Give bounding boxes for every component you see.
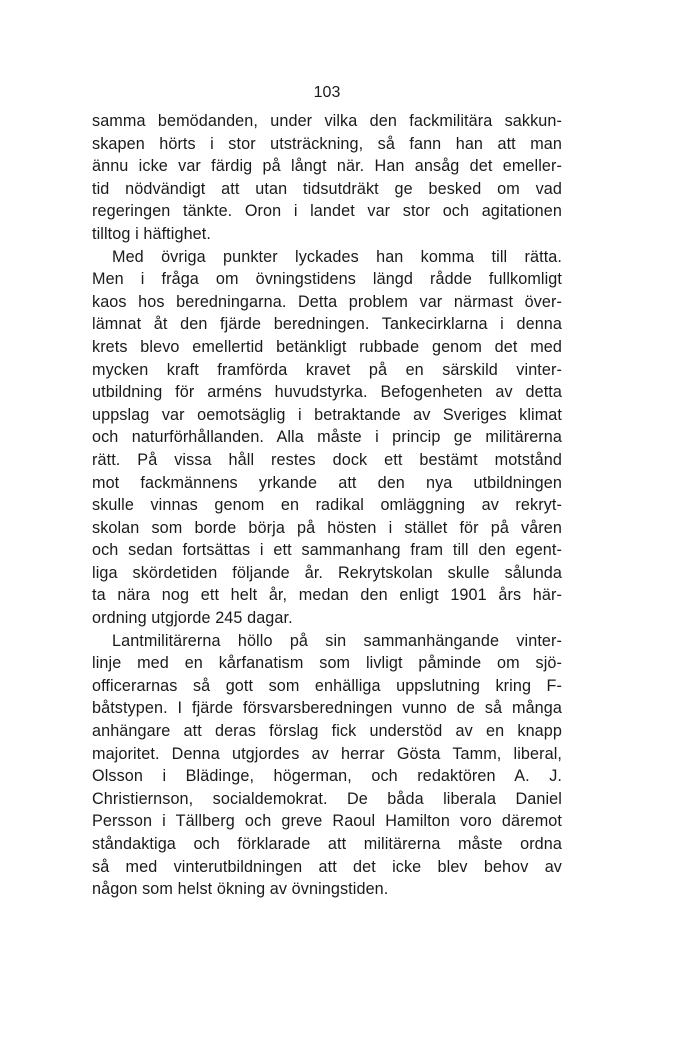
text-line: någon som helst ökning av övningstiden. <box>92 880 389 899</box>
text-line: Med övriga punkter lyckades han komma till rätta. <box>112 247 562 266</box>
page-number: 103 <box>313 84 341 101</box>
text-line: officerarnas så gott som enhälliga uppslutning kring F- <box>92 676 562 695</box>
text-line: Christiernson, socialdemokrat. De båda liberala Daniel <box>92 789 562 808</box>
text-line: samma bemödanden, under vilka den fackmilitära sakkun- <box>92 112 562 130</box>
text-line: Persson i Tällberg och greve Raoul Hamilton voro däremot <box>92 812 562 831</box>
text-line: liga skördetiden följande år. Rekrytskolan skulle sålunda <box>92 563 562 582</box>
text-line: tid nödvändigt att utan tidsutdräkt ge besked om vad <box>92 179 562 198</box>
text-line: majoritet. Denna utgjordes av herrar Gösta Tamm, liberal, <box>92 744 562 763</box>
text-line: tilltog i häftighet. <box>92 224 211 243</box>
body-text <box>92 110 562 901</box>
text-line: kaos hos beredningarna. Detta problem var närmast över- <box>92 292 562 311</box>
text-line: regeringen tänkte. Oron i landet var stor och agitationen <box>92 202 562 221</box>
book-page <box>92 82 562 901</box>
text-line: Olsson i Blädinge, högerman, och redaktören A. J. <box>92 767 562 786</box>
paragraph <box>92 630 562 901</box>
text-line: Lantmilitärerna höllo på sin sammanhängande vinter- <box>112 631 562 650</box>
text-line: ståndaktiga och förklarade att militärerna måste ordna <box>92 835 562 853</box>
text-line: anhängare att deras förslag fick understöd av en knapp <box>92 722 562 741</box>
text-line: uppslag var oemotsäglig i betraktande av Sveriges klimat <box>92 405 562 424</box>
paragraph <box>92 246 562 630</box>
text-line: och naturförhållanden. Alla måste i princip ge militärerna <box>92 428 562 447</box>
text-line: mycken kraft framförda kravet på en särskild vinter- <box>92 360 562 379</box>
text-line: skapen hörts i stor utsträckning, så fann han att man <box>92 134 562 153</box>
text-line: båtstypen. I fjärde försvarsberedningen vunno de så många <box>92 699 562 718</box>
text-line: rätt. På vissa håll restes dock ett bestämt motstånd <box>92 450 562 469</box>
text-line: linje med en kårfanatism som livligt påminde om sjö- <box>92 654 562 673</box>
text-line: skolan som borde börja på hösten i stället för på våren <box>92 518 562 537</box>
text-line: och sedan fortsättas i ett sammanhang fram till den egent- <box>92 541 562 560</box>
text-line: så med vinterutbildningen att det icke blev behov av <box>92 857 562 876</box>
text-line: krets blevo emellertid betänkligt rubbade genom det med <box>92 337 562 356</box>
text-line: mot fackmännens yrkande att den nya utbildningen <box>92 473 562 492</box>
paragraph <box>92 110 562 246</box>
text-line: ordning utgjorde 245 dagar. <box>92 609 293 628</box>
text-line: ännu icke var färdig på långt när. Han ansåg det emeller- <box>92 157 562 176</box>
text-line: utbildning för arméns huvudstyrka. Befogenheten av detta <box>92 383 562 402</box>
text-line: skulle vinnas genom en radikal omläggning av rekryt- <box>92 496 562 515</box>
text-line: Men i fråga om övningstidens längd rådde fullkomligt <box>92 270 562 289</box>
text-line: lämnat åt den fjärde beredningen. Tankecirklarna i denna <box>92 315 562 334</box>
text-line: ta nära nog ett helt år, medan den enligt 1901 års här- <box>92 586 562 605</box>
